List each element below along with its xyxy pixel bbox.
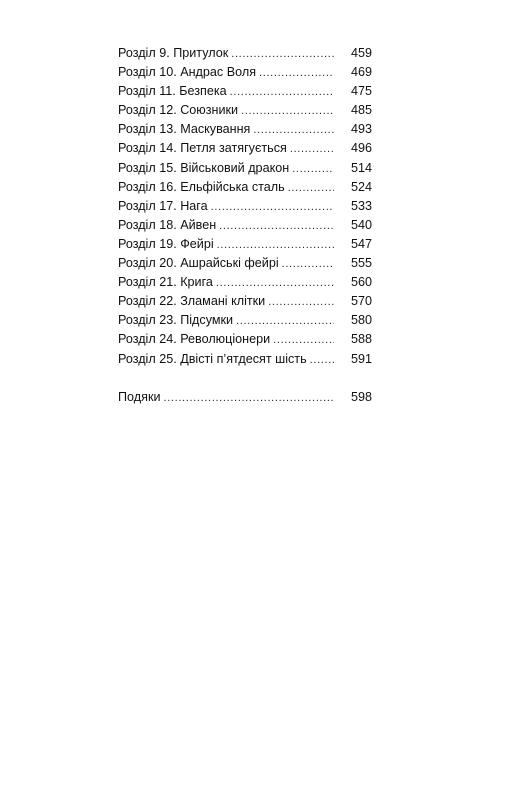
toc-entry-title: Розділ 14. Петля затягується — [118, 141, 287, 156]
toc-dot-leader — [231, 45, 334, 64]
toc-entry-page: 493 — [350, 122, 372, 137]
toc-entry-chapter-18[interactable] — [118, 216, 372, 235]
toc-entry-title: Розділ 19. Фейрі — [118, 236, 214, 251]
toc-dot-leader — [241, 102, 334, 121]
toc-entry-page: 555 — [350, 256, 372, 271]
toc-entry-title: Розділ 25. Двісті п’ятдесят шість — [118, 351, 307, 366]
toc-entry-chapter-12[interactable] — [118, 101, 372, 120]
toc-entry-title: Розділ 12. Союзники — [118, 103, 239, 118]
toc-entry-title: Подяки — [118, 389, 161, 404]
toc-dot-leader — [259, 64, 334, 83]
toc-entry-page: 469 — [350, 65, 372, 80]
toc-dot-leader — [216, 274, 334, 293]
toc-entry-page: 580 — [350, 313, 372, 328]
toc-entry-page: 459 — [350, 46, 372, 60]
toc-entry-title: Розділ 16. Ельфійська сталь — [118, 179, 285, 194]
toc-dot-leader — [273, 331, 334, 350]
toc-dot-leader — [310, 351, 334, 370]
toc-entry-title: Розділ 9. Притулок — [118, 46, 229, 60]
toc-entry-page: 598 — [350, 389, 372, 404]
toc-list — [118, 44, 372, 369]
toc-entry-title: Розділ 24. Революціонери — [118, 332, 271, 347]
toc-entry-title: Розділ 18. Айвен — [118, 217, 217, 232]
toc-entry-chapter-9[interactable] — [118, 44, 372, 63]
toc-entry-page: 570 — [350, 294, 372, 309]
toc-entry-chapter-21[interactable] — [118, 273, 372, 292]
toc-entry-page: 524 — [350, 179, 372, 194]
toc-entry-chapter-14[interactable] — [118, 139, 372, 158]
toc-entry-chapter-16[interactable] — [118, 178, 372, 197]
toc-entry-page: 514 — [350, 160, 372, 175]
toc-entry-chapter-19[interactable] — [118, 235, 372, 254]
toc-entry-page: 540 — [350, 217, 372, 232]
toc-entry-page: 485 — [350, 103, 372, 118]
toc-entry-page: 547 — [350, 236, 372, 251]
toc-entry-title: Розділ 23. Підсумки — [118, 313, 234, 328]
toc-dot-leader — [268, 293, 334, 312]
toc-entry-page: 533 — [350, 198, 372, 213]
toc-entry-title: Розділ 17. Нага — [118, 198, 208, 213]
toc-entry-chapter-11[interactable] — [118, 82, 372, 101]
toc-entry-title: Розділ 20. Ашрайські фейрі — [118, 256, 279, 271]
toc-entry-chapter-20[interactable] — [118, 254, 372, 273]
toc-entry-page: 591 — [350, 351, 372, 366]
toc-entry-chapter-24[interactable] — [118, 330, 372, 349]
toc-entry-chapter-22[interactable] — [118, 292, 372, 311]
toc-entry-chapter-23[interactable] — [118, 311, 372, 330]
toc-entry-title: Розділ 22. Зламані клітки — [118, 294, 266, 309]
toc-dot-leader — [290, 140, 334, 159]
toc-entry-page: 496 — [350, 141, 372, 156]
toc-dot-leader — [217, 236, 334, 255]
toc-entry-chapter-17[interactable] — [118, 197, 372, 216]
toc-entry-chapter-10[interactable] — [118, 63, 372, 82]
toc-entry-page: 475 — [350, 84, 372, 99]
toc-dot-leader — [292, 160, 334, 179]
toc-dot-leader — [288, 179, 334, 198]
toc-entry-chapter-15[interactable] — [118, 159, 372, 178]
toc-dot-leader — [236, 312, 334, 331]
toc-section-spacer — [118, 369, 372, 388]
toc-entry-chapter-25[interactable] — [118, 350, 372, 369]
toc-entry-page: 560 — [350, 275, 372, 290]
toc-entry-page: 588 — [350, 332, 372, 347]
toc-entry-chapter-13[interactable] — [118, 120, 372, 139]
toc-dot-leader — [219, 217, 334, 236]
toc-dot-leader — [164, 389, 335, 408]
toc-dot-leader — [253, 121, 334, 140]
toc-dot-leader — [211, 198, 334, 217]
toc-entry-title: Розділ 15. Військовий дракон — [118, 160, 290, 175]
toc-entry-title: Розділ 11. Безпека — [118, 84, 227, 99]
toc-dot-leader — [282, 255, 334, 274]
toc-entry-title: Розділ 13. Маскування — [118, 122, 251, 137]
table-of-contents — [118, 44, 372, 407]
toc-entry-title: Розділ 21. Крига — [118, 275, 213, 290]
toc-entry-title: Розділ 10. Андрас Воля — [118, 65, 257, 80]
toc-dot-leader — [230, 83, 334, 102]
toc-entry-acknowledgements[interactable] — [118, 388, 372, 407]
